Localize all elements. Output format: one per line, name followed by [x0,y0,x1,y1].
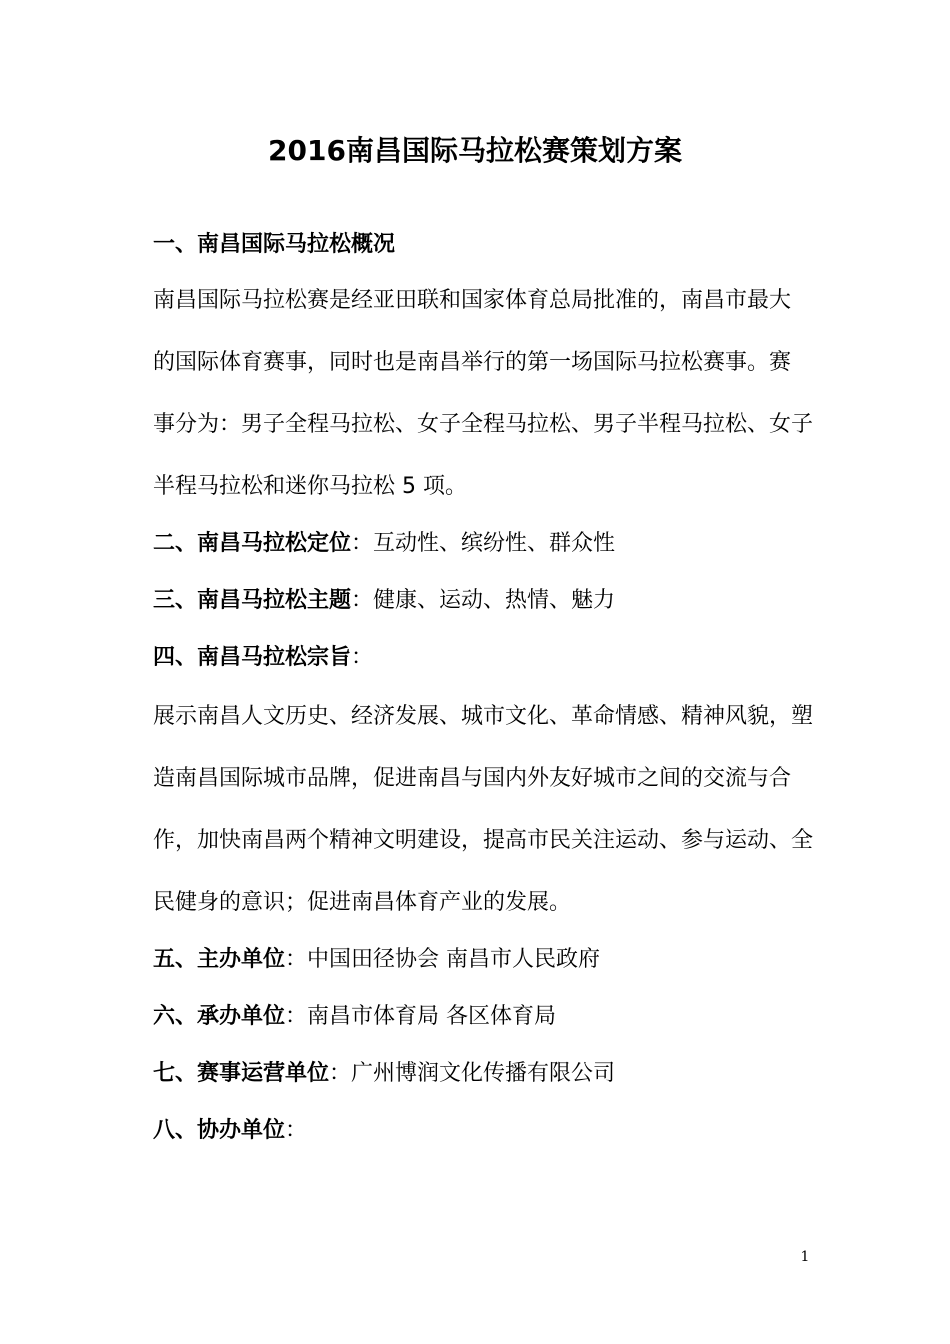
section-4-text: ： [351,645,374,670]
section-6-heading: 六、承办单位 [153,1004,286,1029]
section-1-paragraph-line: 南昌国际马拉松赛是经亚田联和国家体育总局批准的，南昌市最大 [153,288,792,313]
document-title: 2016南昌国际马拉松赛策划方案 [268,134,682,167]
section-8-line [153,1114,813,1148]
section-2-line [153,527,813,561]
section-3-line [153,584,813,618]
section-1-paragraph-line: 事分为：男子全程马拉松、女子全程马拉松、男子半程马拉松、女子 [153,412,814,437]
section-6-line [153,1000,813,1034]
section-5-text: ：中国田径协会 南昌市人民政府 [285,947,601,972]
section-7-text: ：广州博润文化传播有限公司 [329,1061,616,1086]
section-1-heading: 一、南昌国际马拉松概况 [153,232,396,257]
section-2-heading: 二、南昌马拉松定位 [153,531,352,556]
section-1-paragraph-line: 的国际体育赛事，同时也是南昌举行的第一场国际马拉松赛事。赛 [153,350,792,375]
section-4-paragraph-line: 民健身的意识；促进南昌体育产业的发展。 [153,890,572,915]
section-4-paragraph-line: 作，加快南昌两个精神文明建设，提高市民关注运动、参与运动、全 [153,828,814,853]
section-3-heading: 三、南昌马拉松主题 [153,588,352,613]
section-5-line [153,943,813,977]
section-8-heading: 八、协办单位 [153,1118,286,1143]
section-5-heading: 五、主办单位 [153,947,286,972]
page-number: 1 [800,1249,810,1265]
section-4-heading: 四、南昌马拉松宗旨 [153,645,352,670]
section-3-text: ：健康、运动、热情、魅力 [351,588,616,613]
section-8-text: ： [285,1118,308,1143]
section-4-paragraph-line: 造南昌国际城市品牌，促进南昌与国内外友好城市之间的交流与合 [153,766,792,791]
section-4-paragraph-line: 展示南昌人文历史、经济发展、城市文化、革命情感、精神风貌，塑 [153,704,814,729]
section-7-heading: 七、赛事运营单位 [153,1061,330,1086]
section-4-line [153,641,813,675]
section-1-paragraph-line: 半程马拉松和迷你马拉松 5 项。 [153,474,467,499]
section-2-text: ：互动性、缤纷性、群众性 [351,531,616,556]
section-6-text: ：南昌市体育局 各区体育局 [285,1004,557,1029]
section-7-line [153,1057,813,1091]
